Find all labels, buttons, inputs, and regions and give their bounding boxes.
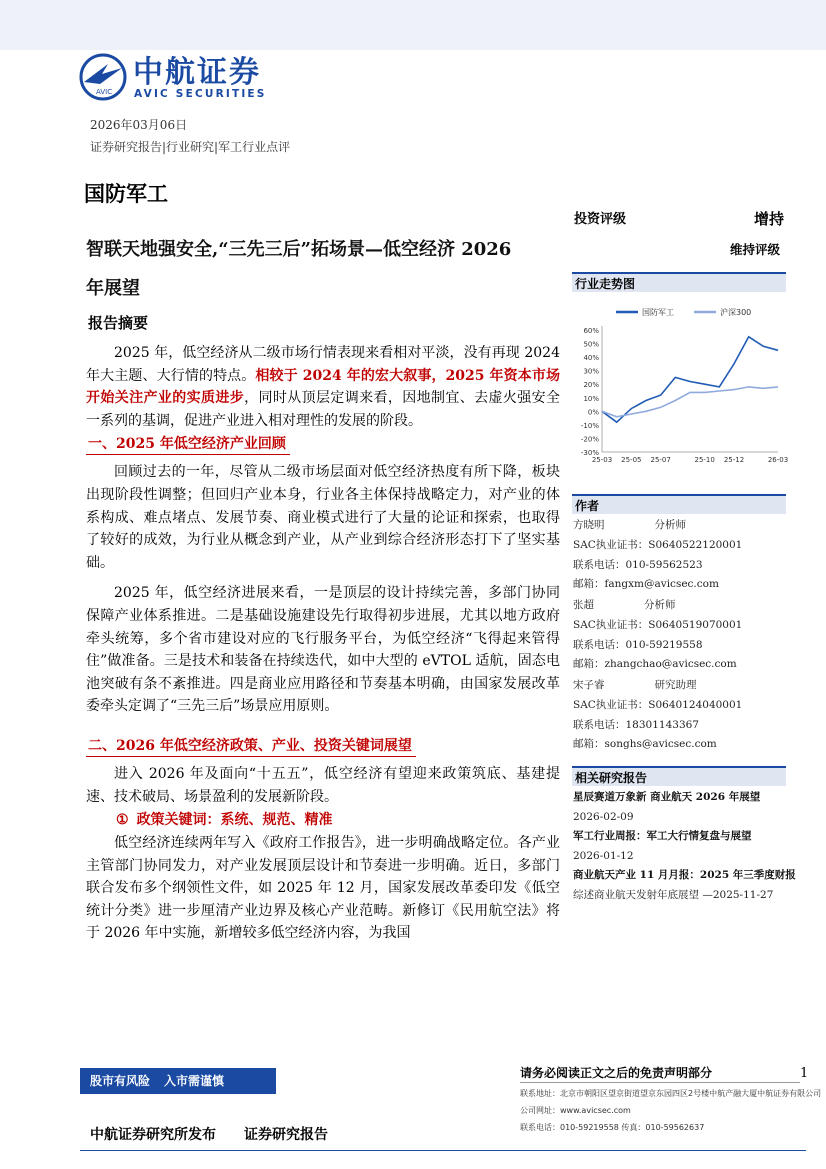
subheading-policy: ① 政策关键词：系统、规范、精准 <box>116 812 333 829</box>
author-email[interactable]: 邮箱：fangxm@avicsec.com <box>573 578 719 591</box>
series-line-0 <box>602 337 778 422</box>
footer-website: 公司网址：www.avicsec.com <box>520 1106 631 1115</box>
author-position: 分析师 <box>654 519 686 531</box>
related-list <box>573 788 796 905</box>
footer-address: 联系地址：北京市朝阳区望京街道望京东园四区2号楼中航产融大厦中航证券有限公司 <box>520 1089 822 1098</box>
related-report-date: 2026-02-09 <box>573 810 634 823</box>
paragraph-1: 2025 年，低空经济从二级市场行情表现来看相对平淡，没有再现 2024 年大主题、大行情的特点。相较于 2024 年的宏大叙事，2025 年资本市场开始关注产业的实质进步，同时从顶层定调来看，因地制宜、去虚火强安全一系列的基调，促进产业进入相对理性的发展的阶段。 <box>86 345 560 429</box>
x-tick-label: 26-03 <box>767 456 789 464</box>
legend-label: 沪深300 <box>720 308 752 317</box>
rating-sub: 维持评级 <box>730 242 781 257</box>
legend-label: 国防军工 <box>642 308 674 317</box>
related-report-date: 2026-01-12 <box>573 849 634 862</box>
page-number: 1 <box>800 1066 809 1081</box>
author-sac: SAC执业证书：S0640522120001 <box>573 538 743 551</box>
related-report-title[interactable]: 星辰赛道万象新 商业航天 2026 年展望 <box>573 791 761 803</box>
author-email[interactable]: 邮箱：songhs@avicsec.com <box>573 738 717 751</box>
paragraph-4: 进入 2026 年及面向“十五五”，低空经济有望迎来政策筑底、基建提速、技术破局、场景盈利的发展新阶段。 <box>86 765 560 805</box>
x-tick-label: 25-12 <box>723 456 745 464</box>
authors-heading: 作者 <box>572 494 786 514</box>
related-heading: 相关研究报告 <box>572 766 786 786</box>
author-entry <box>573 596 742 675</box>
logo-text-en: AVIC SECURITIES <box>134 88 267 100</box>
svg-text:AVIC: AVIC <box>96 88 113 96</box>
disclaimer-notice: 请务必阅读正文之后的免责声明部分 <box>520 1066 713 1080</box>
author-phone: 联系电话：18301143367 <box>573 718 699 731</box>
y-tick-label: 30% <box>583 367 599 376</box>
author-entry <box>573 516 742 595</box>
section-heading-1: 一、2025 年低空经济产业回顾 <box>86 434 290 455</box>
abstract-heading: 报告摘要 <box>88 314 149 332</box>
y-tick-label: -20% <box>580 435 599 444</box>
author-name: 宋子睿 <box>573 679 605 691</box>
author-email[interactable]: 邮箱：zhangchao@avicsec.com <box>573 658 737 671</box>
x-tick-label: 25-05 <box>621 456 642 464</box>
trend-heading: 行业走势图 <box>572 272 786 292</box>
related-report-title[interactable]: 军工行业周报：军工大行情复盘与展望 <box>573 830 752 842</box>
x-tick-label: 25-03 <box>591 456 613 464</box>
y-tick-label: 40% <box>583 354 599 363</box>
y-tick-label: 10% <box>583 394 599 403</box>
footer-contact <box>520 1082 822 1136</box>
logo-text-cn: 中航证券 <box>133 55 261 90</box>
main-body <box>86 342 560 945</box>
paragraph-2: 回顾过去的一年，尽管从二级市场层面对低空经济热度有所下降，板块出现阶段性调整；但回归产业本身，行业各主体保持战略定力，对产业的体系构成、难点堵点、发展节奏、商业模式进行了大量的论证和探索，也取得了较好的成效，为行业从概念到产业，从产业到综合经济形态打下了坚实基础。 <box>86 464 560 571</box>
rating-label: 投资评级 <box>574 212 627 227</box>
report-date: 2026年03月06日 <box>90 118 188 132</box>
report-title-line2: 年展望 <box>86 278 140 299</box>
x-tick-label: 25-07 <box>650 456 671 464</box>
section-heading-2: 二、2026 年低空经济政策、产业、投资关键词展望 <box>86 736 416 757</box>
footer-phone: 联系电话：010-59219558 传真：010-59562637 <box>520 1123 705 1132</box>
y-tick-label: -30% <box>580 449 599 457</box>
y-tick-label: 50% <box>583 340 599 349</box>
sector-title: 国防军工 <box>84 181 168 206</box>
author-entry <box>573 676 742 755</box>
report-title-line1: 智联天地强安全,“三先三后”拓场景—低空经济 2026 <box>86 239 512 260</box>
author-position: 研究助理 <box>654 679 697 691</box>
highlight-text: 相较于 2024 年的宏大叙事，2025 年资本市场开始关注产业的实质进步 <box>86 367 560 407</box>
industry-trend-chart <box>572 294 789 470</box>
y-tick-label: 20% <box>583 381 599 390</box>
footer-divider <box>80 1150 806 1151</box>
related-report-title[interactable]: 商业航天产业 11 月月报：2025 年三季度财报 <box>573 869 796 881</box>
related-report-date: 综述商业航天发射年底展望 —2025-11-27 <box>573 888 774 901</box>
paragraph-3: 2025 年，低空经济进展来看，一是顶层的设计持续完善，多部门协同保障产业体系推进。二是基础设施建设先行取得初步进展，尤其以地方政府牵头统筹，多个省市建设对应的飞行服务平台，为低空经济“飞得起来管得住”做准备。三是技术和装备在持续迭代，如中大型的 eVTOL 适航，固态电池突破有条不紊推进。四是商业应用路径和节奏基本明确，由国家发展改革委牵头定调了“三先三后”场景应用原则。 <box>86 585 560 715</box>
top-band <box>0 0 826 50</box>
publisher: 中航证券研究所发布 证券研究报告 <box>90 1127 328 1143</box>
author-sac: SAC执业证书：S0640519070001 <box>573 618 743 631</box>
author-phone: 联系电话：010-59562523 <box>573 558 703 571</box>
author-position: 分析师 <box>644 599 676 611</box>
risk-warning-bar: 股市有风险 入市需谨慎 <box>80 1068 276 1094</box>
y-tick-label: 0% <box>587 408 599 417</box>
author-sac: SAC执业证书：S0640124040001 <box>573 698 743 711</box>
rating-value: 增持 <box>754 210 785 228</box>
author-name: 张超 <box>573 599 594 611</box>
x-tick-label: 25-10 <box>694 456 715 464</box>
report-type: 证券研究报告|行业研究|军工行业点评 <box>90 140 291 154</box>
avic-logo-icon <box>78 52 128 102</box>
y-tick-label: 60% <box>583 327 599 335</box>
paragraph-5: 低空经济连续两年写入《政府工作报告》，进一步明确战略定位。各产业主管部门协同发力，对产业发展顶层设计和节奏进一步明确。近日，多部门联合发布多个纲领性文件，如 2025 年 12 月，国家发展改革委印发《低空统计分类》进一步厘清产业边界及核心产业范畴。新修订《民用航空法》将于 2026 年中实施，新增较多低空经济内容，为我国 <box>86 835 560 942</box>
author-name: 方晓明 <box>573 519 605 531</box>
y-tick-label: -10% <box>580 421 599 430</box>
author-phone: 联系电话：010-59219558 <box>573 638 703 651</box>
